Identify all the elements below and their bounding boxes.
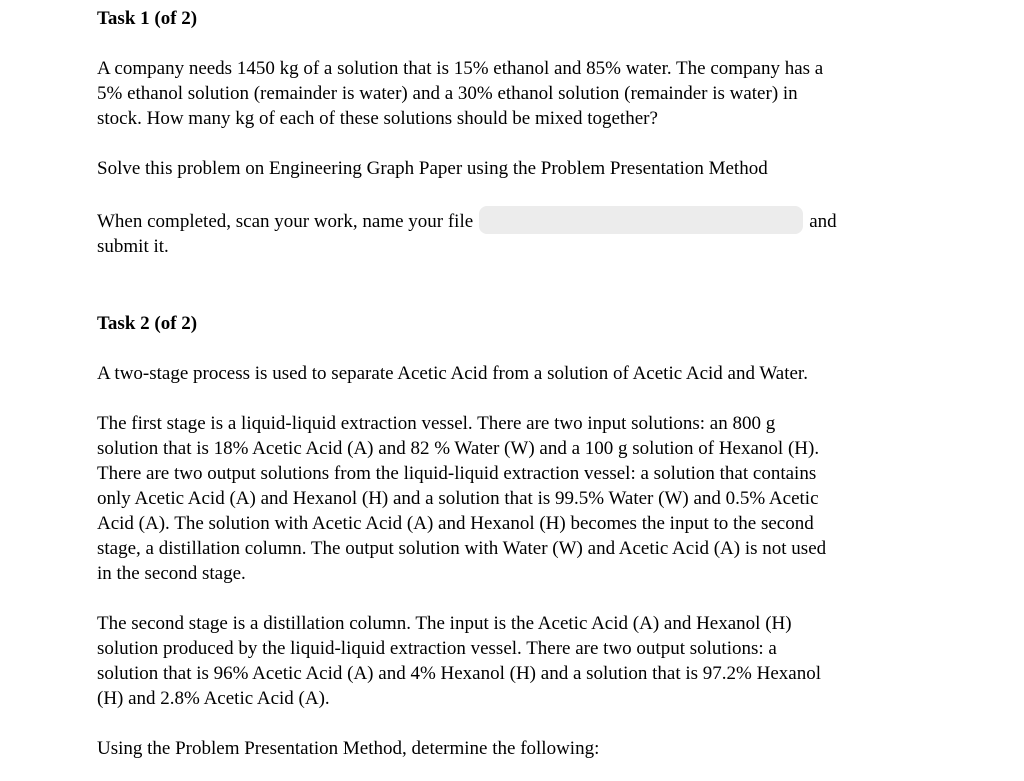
stage1-line: in the second stage. xyxy=(97,563,246,584)
stage1-line: stage, a distillation column. The output solution with Water (W) and Acetic Acid (A) is not used xyxy=(97,538,827,559)
stage1-line: There are two output solutions from the liquid-liquid extraction vessel: a solution that contains xyxy=(97,463,817,484)
task1-problem-line: stock. How many kg of each of these solutions should be mixed together? xyxy=(97,108,658,129)
stage1-line: only Acetic Acid (A) and Hexanol (H) and a solution that is 99.5% Water (W) and 0.5% Acetic xyxy=(97,488,819,509)
stage2-line: The second stage is a distillation column. The input is the Acetic Acid (A) and Hexanol (H) xyxy=(97,613,792,634)
stage1-line: solution that is 18% Acetic Acid (A) and 82 % Water (W) and a 100 g solution of Hexanol (H). xyxy=(97,438,820,459)
task1-submit-line xyxy=(97,206,957,234)
task1-problem-line: A company needs 1450 kg of a solution that is 15% ethanol and 85% water. The company has a xyxy=(97,58,824,79)
task2-closing: Using the Problem Presentation Method, determine the following: xyxy=(97,738,600,759)
stage1-line: The first stage is a liquid-liquid extraction vessel. There are two input solutions: an 800 g xyxy=(97,413,776,434)
stage2-line: (H) and 2.8% Acetic Acid (A). xyxy=(97,688,330,709)
stage2-line: solution that is 96% Acetic Acid (A) and 4% Hexanol (H) and a solution that is 97.2% Hexanol xyxy=(97,663,821,684)
task1-problem-line: 5% ethanol solution (remainder is water) and a 30% ethanol solution (remainder is water) in xyxy=(97,83,798,104)
task2-heading: Task 2 (of 2) xyxy=(97,313,198,334)
stage2-line: solution produced by the liquid-liquid extraction vessel. There are two output solutions: a xyxy=(97,638,777,659)
task1-instruction: Solve this problem on Engineering Graph Paper using the Problem Presentation Method xyxy=(97,158,768,179)
document-page xyxy=(97,6,957,761)
submit-text-after: and xyxy=(809,211,837,232)
redacted-filename xyxy=(479,206,803,234)
task2-stage2-paragraph xyxy=(97,611,957,711)
task1-problem-paragraph xyxy=(97,56,957,131)
task1-submit-line-2: submit it. xyxy=(97,236,169,257)
task1-heading: Task 1 (of 2) xyxy=(97,8,198,29)
submit-text-before: When completed, scan your work, name your file xyxy=(97,211,474,232)
task1-submit-paragraph xyxy=(97,206,957,259)
task2-intro: A two-stage process is used to separate Acetic Acid from a solution of Acetic Acid and Water. xyxy=(97,363,808,384)
task2-stage1-paragraph xyxy=(97,411,957,586)
stage1-line: Acid (A). The solution with Acetic Acid (A) and Hexanol (H) becomes the input to the second xyxy=(97,513,814,534)
